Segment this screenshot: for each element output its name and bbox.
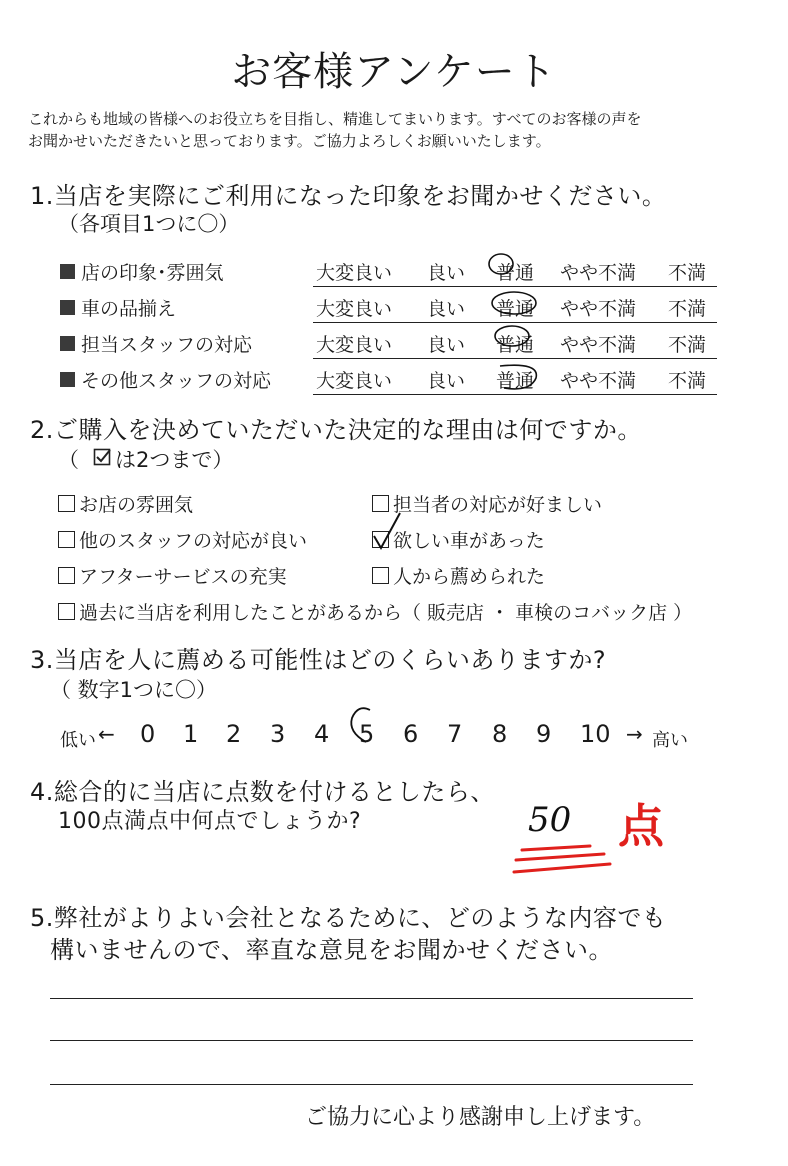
q2-checkbox-item-checked[interactable]: [372, 526, 545, 553]
q2-title: 2.ご購入を決めていただいた決定的な理由は何ですか。: [30, 416, 642, 444]
q2-checkbox-label: 欲しい車があった: [393, 530, 545, 552]
q5-line-1: 5.弊社がよりよい会社となるために、どのような内容でも: [30, 904, 667, 932]
checkbox[interactable]: [58, 495, 75, 512]
red-underline-mark: [522, 846, 590, 850]
scale-option[interactable]: 3: [270, 720, 286, 748]
q4-handwritten-unit: 点: [618, 799, 664, 853]
intro-line-1: これからも地域の皆様へのお役立ちを目指し、精進してまいります。すべてのお客様の声を: [28, 110, 642, 128]
q1-option[interactable]: 不満: [668, 298, 707, 320]
q1-option-selected[interactable]: 普通: [496, 370, 535, 392]
q2-subtitle-text: は2つまで）: [115, 448, 234, 472]
checkbox[interactable]: [58, 531, 75, 548]
q1-row-label-text: その他スタッフの対応: [81, 370, 272, 392]
q1-option[interactable]: 良い: [427, 298, 466, 320]
q2-checkbox-label: 担当者の対応が好ましい: [393, 494, 603, 516]
scale-option[interactable]: 8: [492, 720, 508, 748]
q1-row-label: [60, 294, 176, 321]
q1-option[interactable]: 不満: [668, 370, 707, 392]
arrow-right-icon: →: [626, 722, 643, 746]
arrow-left-icon: ←: [98, 722, 115, 746]
row-underline: [313, 358, 717, 359]
q2-subtitle: [58, 444, 233, 474]
q1-option[interactable]: 良い: [427, 262, 466, 284]
row-underline: [313, 322, 717, 323]
q1-option[interactable]: やや不満: [560, 262, 637, 284]
scale-low-label: 低い: [60, 730, 96, 751]
q5-line-2: 構いませんので、率直な意見をお聞かせください。: [50, 936, 614, 964]
q1-row-label: [60, 258, 224, 285]
q1-option[interactable]: 大変良い: [316, 298, 393, 320]
row-underline: [313, 394, 717, 395]
checkbox[interactable]: [372, 567, 389, 584]
q1-option-selected[interactable]: 普通: [496, 334, 535, 356]
scale-option[interactable]: 2: [226, 720, 242, 748]
scale-option[interactable]: 0: [140, 720, 156, 748]
q1-title: 1.当店を実際にご利用になった印象をお聞かせください。: [30, 182, 667, 210]
answer-line: [50, 1084, 693, 1085]
q2-checkbox-item[interactable]: [372, 490, 602, 517]
q3-subtitle: （ 数字1つに〇）: [50, 678, 218, 702]
row-underline: [313, 286, 717, 287]
q1-option[interactable]: やや不満: [560, 298, 637, 320]
q2-subtitle-open: （: [58, 448, 79, 472]
q1-option[interactable]: 大変良い: [316, 262, 393, 284]
q1-row-label-text: 担当スタッフの対応: [81, 334, 253, 356]
q4-line-2: 100点満点中何点でしょうか?: [58, 809, 362, 834]
scale-option[interactable]: 4: [314, 720, 330, 748]
q2-checkbox-label: 人から薦められた: [393, 566, 546, 588]
square-bullet-icon: [60, 372, 75, 387]
q1-option-selected[interactable]: 普通: [496, 298, 535, 320]
q2-checkbox-item[interactable]: [58, 490, 193, 517]
q2-checkbox-label: お店の雰囲気: [79, 494, 194, 516]
answer-line: [50, 998, 693, 999]
q1-option[interactable]: 不満: [668, 262, 707, 284]
q1-option[interactable]: やや不満: [560, 334, 637, 356]
q2-checkbox-item[interactable]: [58, 562, 287, 589]
q1-row-label: [60, 366, 271, 393]
q2-checkbox-label: アフターサービスの充実: [79, 566, 287, 588]
square-bullet-icon: [60, 300, 75, 315]
checkbox-checked[interactable]: [372, 531, 389, 548]
square-bullet-icon: [60, 264, 75, 279]
q1-option[interactable]: 不満: [668, 334, 707, 356]
scale-option[interactable]: 10: [580, 720, 611, 748]
scale-option[interactable]: 1: [183, 720, 199, 748]
checkbox[interactable]: [58, 603, 75, 620]
q1-row-label-text: 車の品揃え: [81, 298, 177, 320]
scale-option[interactable]: 9: [536, 720, 552, 748]
checkmark-box-icon: [93, 447, 113, 472]
q1-option[interactable]: やや不満: [560, 370, 637, 392]
answer-line: [50, 1040, 693, 1041]
square-bullet-icon: [60, 336, 75, 351]
q1-row-label-text: 店の印象･雰囲気: [81, 262, 224, 284]
q1-option[interactable]: 大変良い: [316, 334, 393, 356]
q2-checkbox-item[interactable]: [58, 598, 692, 625]
survey-title: お客様アンケート: [231, 49, 557, 95]
checkbox[interactable]: [58, 567, 75, 584]
scale-option[interactable]: 6: [403, 720, 419, 748]
scale-option[interactable]: 7: [447, 720, 463, 748]
checkbox[interactable]: [372, 495, 389, 512]
q1-option[interactable]: 良い: [427, 334, 466, 356]
q1-subtitle: （各項目1つに〇）: [58, 212, 240, 236]
q2-checkbox-label: 他のスタッフの対応が良い: [79, 530, 308, 552]
intro-line-2: お聞かせいただきたいと思っております。ご協力よろしくお願いいたします。: [28, 132, 551, 150]
scale-high-label: 高い: [652, 730, 688, 751]
q4-line-1: 4.総合的に当店に点数を付けるとしたら、: [30, 778, 495, 806]
q1-option[interactable]: 大変良い: [316, 370, 393, 392]
scale-option-selected[interactable]: 5: [359, 720, 375, 748]
q2-checkbox-label: 過去に当店を利用したことがあるから（ 販売店 ・ 車検のコバック店 ）: [79, 602, 693, 624]
red-underline-mark: [514, 864, 610, 872]
q2-checkbox-item[interactable]: [58, 526, 307, 553]
q1-option-selected[interactable]: 普通: [496, 262, 535, 284]
footer-thanks: ご協力に心より感謝申し上げます。: [305, 1105, 656, 1130]
q3-title: 3.当店を人に薦める可能性はどのくらいありますか?: [30, 646, 607, 674]
red-underline-mark: [516, 854, 604, 860]
q1-row-label: [60, 330, 252, 357]
q1-option[interactable]: 良い: [427, 370, 466, 392]
q2-checkbox-item[interactable]: [372, 562, 545, 589]
q4-handwritten-score: 50: [528, 800, 572, 840]
